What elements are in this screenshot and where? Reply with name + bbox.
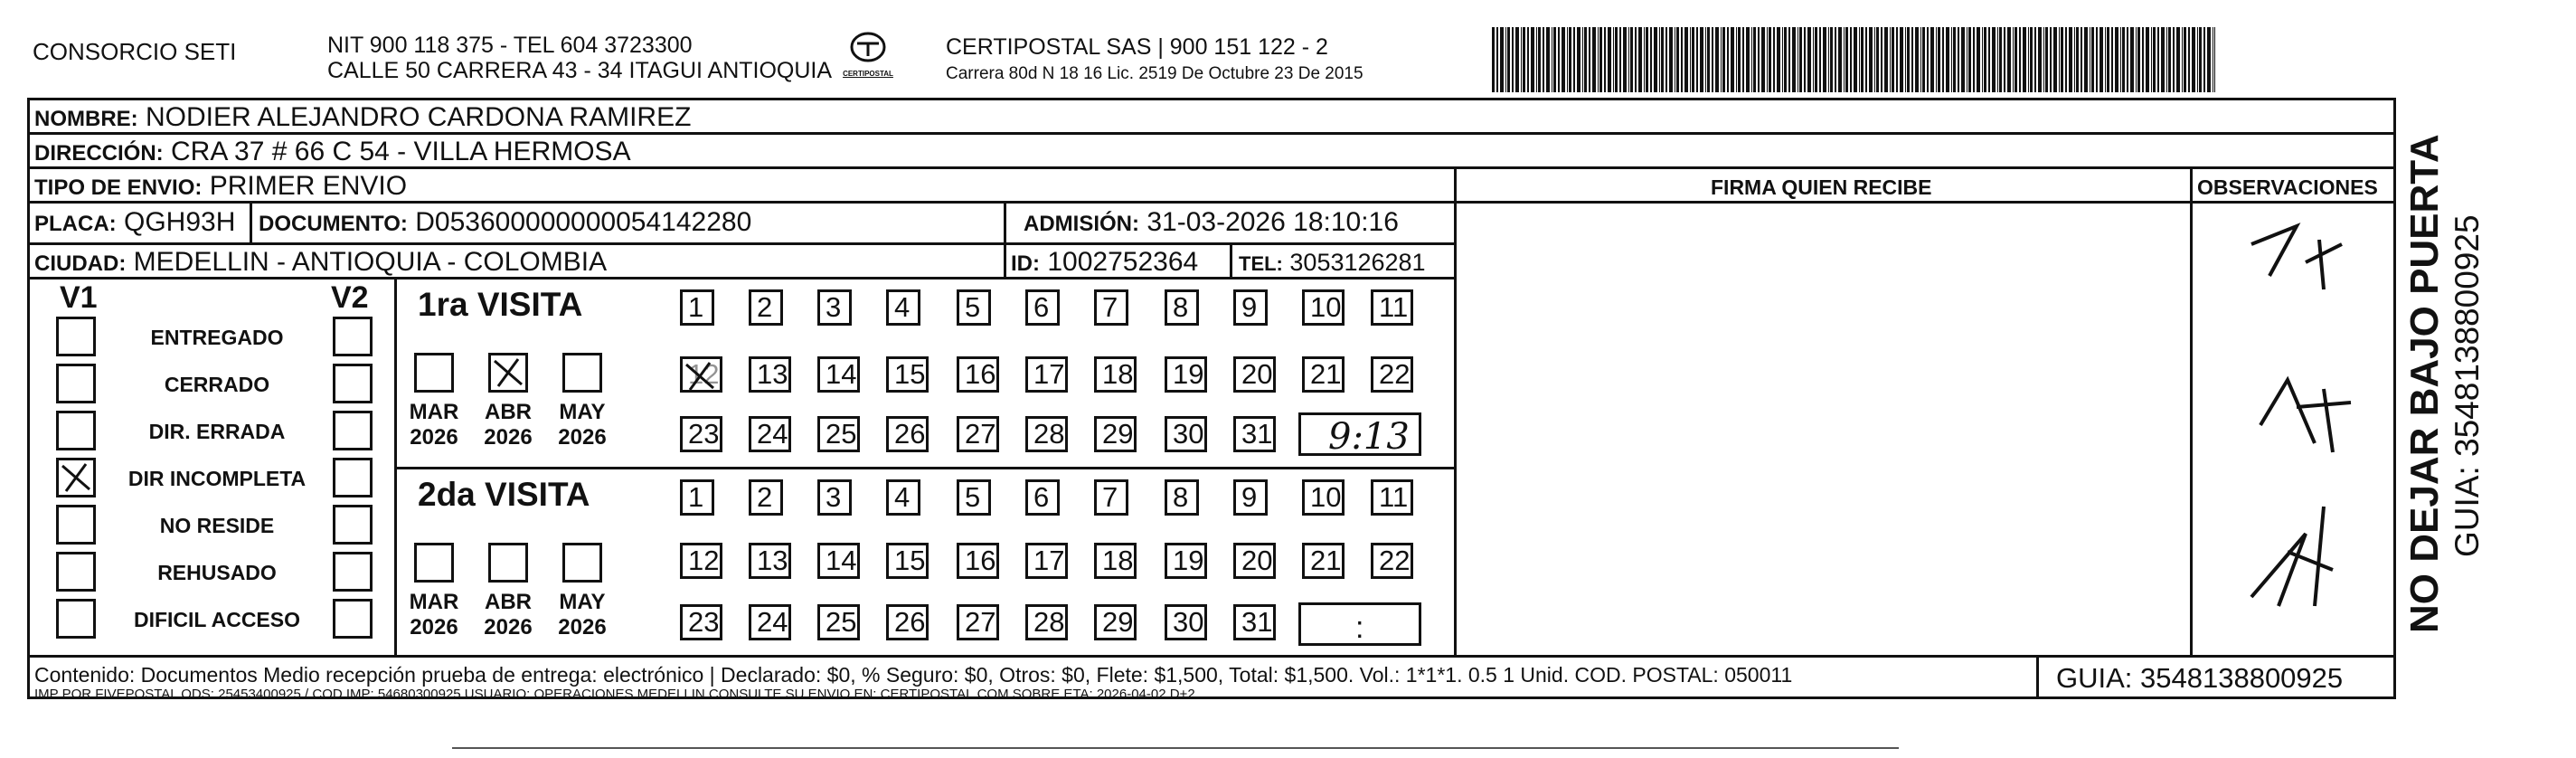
day-checkbox[interactable] xyxy=(886,416,929,452)
day-number: 11 xyxy=(1379,291,1409,323)
day-number: 14 xyxy=(826,545,857,576)
license-line: Carrera 80d N 18 16 Lic. 2519 De Octubre 23 De 2015 xyxy=(946,64,1363,83)
day-checkbox[interactable] xyxy=(1165,479,1199,516)
day-checkbox[interactable] xyxy=(749,416,791,452)
month-checkbox[interactable] xyxy=(488,353,528,393)
frame-top xyxy=(27,98,2396,100)
day-number: 23 xyxy=(688,418,720,450)
month-name: MAY xyxy=(559,590,606,614)
day-number: 5 xyxy=(965,481,981,513)
logo-text: CERTIPOSTAL xyxy=(843,70,893,78)
courier-line: CERTIPOSTAL SAS | 900 151 122 - 2 xyxy=(946,34,1328,60)
day-number: 19 xyxy=(1173,358,1204,390)
day-checkbox[interactable] xyxy=(1165,543,1207,579)
day-checkbox[interactable] xyxy=(1094,604,1137,640)
status-label: DIR. ERRADA xyxy=(148,420,286,443)
day-number: 21 xyxy=(1310,358,1342,390)
documento-value: D053600000000054142280 xyxy=(415,207,752,237)
day-checkbox[interactable] xyxy=(817,289,852,326)
day-checkbox[interactable] xyxy=(1025,604,1068,640)
status-label: DIFICIL ACCESO xyxy=(133,608,300,631)
day-number: 19 xyxy=(1173,545,1204,576)
month-label xyxy=(555,590,609,640)
admision-label: ADMISIÓN: xyxy=(1024,212,1139,236)
day-number: 27 xyxy=(965,606,996,638)
day-checkbox[interactable] xyxy=(1371,356,1413,393)
footer-imp-line: IMP POR FIVEPOSTAL ODS: 25453400925 / COD.IMP: 54680300925 USUARIO: OPERACIONES MEDELLIN CONSULTE SU ENVIO EN: CERTIPOSTAL.COM SOBRE ETA: 2026-04-02 D+2 xyxy=(34,687,1195,702)
day-checkbox[interactable] xyxy=(680,416,722,452)
day-number: 8 xyxy=(1173,291,1189,323)
day-number: 31 xyxy=(1241,418,1273,450)
day-checkbox[interactable] xyxy=(817,604,860,640)
day-checkbox[interactable] xyxy=(817,543,860,579)
month-name: MAR xyxy=(409,590,459,614)
day-number: 6 xyxy=(1033,291,1050,323)
tipo-envio-row xyxy=(34,173,407,200)
day-number: 29 xyxy=(1102,418,1134,450)
day-checkbox[interactable] xyxy=(817,416,860,452)
day-number: 9 xyxy=(1241,481,1258,513)
frame-right xyxy=(2393,98,2396,698)
observaciones-header: OBSERVACIONES xyxy=(2197,175,2378,199)
id-label: ID: xyxy=(1011,251,1040,276)
day-checkbox[interactable] xyxy=(886,289,920,326)
day-number: 8 xyxy=(1173,481,1189,513)
day-number: 22 xyxy=(1379,545,1411,576)
month-label xyxy=(407,400,461,450)
day-checkbox[interactable] xyxy=(957,356,999,393)
day-number: 1 xyxy=(688,291,704,323)
first-visit-time: 9:13 xyxy=(1328,416,1410,458)
ciudad-value: MEDELLIN - ANTIOQUIA - COLOMBIA xyxy=(133,247,608,277)
day-number: 13 xyxy=(757,545,788,576)
month-label xyxy=(481,400,535,450)
day-checkbox[interactable] xyxy=(1165,604,1207,640)
nit-line: NIT 900 118 375 - TEL 604 3723300 xyxy=(327,33,693,58)
day-number: 14 xyxy=(826,358,857,390)
footer-content-line: Contenido: Documentos Medio recepción prueba de entrega: electrónico | Declarado: $0, % Seguro: $0, Otros: $0, Flete: $1,500, Total: $1,500. Vol.: 1*1*1. 0.5 1 Unid. COD. POSTAL: 050011 xyxy=(34,663,1793,687)
day-number: 4 xyxy=(894,291,911,323)
footer-guia: GUIA: 3548138800925 xyxy=(2056,662,2344,694)
admision-cell xyxy=(1024,209,1399,236)
day-checkbox[interactable] xyxy=(1302,289,1345,326)
day-number: 7 xyxy=(1102,481,1118,513)
day-checkbox[interactable] xyxy=(1025,479,1060,516)
day-number: 2 xyxy=(757,291,773,323)
day-checkbox[interactable] xyxy=(680,289,714,326)
direccion-value: CRA 37 # 66 C 54 - VILLA HERMOSA xyxy=(171,137,631,166)
day-checkbox[interactable] xyxy=(749,356,791,393)
day-number: 9 xyxy=(1241,291,1258,323)
day-checkbox[interactable] xyxy=(957,416,999,452)
day-checkbox[interactable] xyxy=(1094,289,1128,326)
day-checkbox[interactable] xyxy=(957,543,999,579)
placa-value: QGH93H xyxy=(124,207,236,237)
day-number: 29 xyxy=(1102,606,1134,638)
day-number: 3 xyxy=(826,291,842,323)
month-name: MAR xyxy=(409,400,459,424)
day-number: 20 xyxy=(1241,545,1273,576)
day-checkbox[interactable] xyxy=(1371,543,1413,579)
month-label xyxy=(481,590,535,640)
day-checkbox[interactable] xyxy=(680,543,722,579)
status-label: DIR INCOMPLETA xyxy=(127,467,307,490)
day-number: 15 xyxy=(894,545,926,576)
day-checkbox[interactable] xyxy=(749,543,791,579)
day-checkbox[interactable] xyxy=(1165,289,1199,326)
day-number: 28 xyxy=(1033,418,1065,450)
second-visit-time-box[interactable] xyxy=(1298,602,1421,646)
month-name: ABR xyxy=(485,590,532,614)
day-number: 31 xyxy=(1241,606,1273,638)
side-warning: NO DEJAR BAJO PUERTA xyxy=(2402,134,2447,633)
day-checkbox[interactable] xyxy=(1233,479,1268,516)
day-number: 26 xyxy=(894,418,926,450)
day-number: 22 xyxy=(1379,358,1411,390)
direccion-row xyxy=(34,138,631,166)
day-checkbox[interactable] xyxy=(886,543,929,579)
day-number: 17 xyxy=(1033,545,1065,576)
v2-header: V2 xyxy=(331,280,369,315)
day-checkbox[interactable] xyxy=(1025,416,1068,452)
day-number: 30 xyxy=(1173,418,1204,450)
day-checkbox[interactable] xyxy=(680,479,714,516)
day-number: 12 xyxy=(688,358,720,390)
day-checkbox[interactable] xyxy=(1165,356,1207,393)
day-number: 18 xyxy=(1102,545,1134,576)
day-checkbox[interactable] xyxy=(1165,416,1207,452)
day-number: 12 xyxy=(688,545,720,576)
month-checkbox[interactable] xyxy=(414,543,454,583)
month-name: MAY xyxy=(559,400,606,424)
frame-left xyxy=(27,98,30,698)
second-visit-title: 2da VISITA xyxy=(418,476,590,513)
day-checkbox[interactable] xyxy=(749,289,783,326)
status-label: CERRADO xyxy=(164,373,270,396)
day-number: 4 xyxy=(894,481,911,513)
day-checkbox[interactable] xyxy=(1025,356,1068,393)
status-label: NO RESIDE xyxy=(159,514,275,537)
day-number: 10 xyxy=(1310,481,1342,513)
day-number: 3 xyxy=(826,481,842,513)
day-checkbox[interactable] xyxy=(1025,289,1060,326)
day-checkbox[interactable] xyxy=(817,356,860,393)
day-number: 21 xyxy=(1310,545,1342,576)
v1-header: V1 xyxy=(60,280,98,315)
ciudad-label: CIUDAD: xyxy=(34,251,127,276)
month-checkbox[interactable] xyxy=(414,353,454,393)
day-checkbox[interactable] xyxy=(1371,289,1413,326)
tipo-envio-label: TIPO DE ENVIO: xyxy=(34,175,203,200)
placa-label: PLACA: xyxy=(34,212,117,236)
day-number: 10 xyxy=(1310,291,1342,323)
firma-header: FIRMA QUIEN RECIBE xyxy=(1711,175,1932,199)
month-year: 2026 xyxy=(484,424,533,450)
day-checkbox[interactable] xyxy=(1302,543,1345,579)
day-number: 24 xyxy=(757,418,788,450)
month-checkbox[interactable] xyxy=(562,543,602,583)
day-checkbox[interactable] xyxy=(1233,604,1276,640)
day-checkbox[interactable] xyxy=(1094,356,1137,393)
day-number: 25 xyxy=(826,606,857,638)
day-checkbox[interactable] xyxy=(886,479,920,516)
day-number: 25 xyxy=(826,418,857,450)
day-checkbox[interactable] xyxy=(680,604,722,640)
day-number: 16 xyxy=(965,358,996,390)
day-number: 17 xyxy=(1033,358,1065,390)
tel-cell xyxy=(1239,251,1426,275)
direccion-label: DIRECCIÓN: xyxy=(34,141,164,166)
month-year: 2026 xyxy=(410,614,458,640)
address-line: CALLE 50 CARRERA 43 - 34 ITAGUI ANTIOQUIA xyxy=(327,58,833,83)
tipo-envio-value: PRIMER ENVIO xyxy=(209,171,408,201)
day-checkbox[interactable] xyxy=(1233,356,1276,393)
tel-label: TEL: xyxy=(1239,252,1283,275)
second-visit-time-sep: : xyxy=(1355,611,1364,645)
month-name: ABR xyxy=(485,400,532,424)
placa-cell xyxy=(34,209,235,236)
day-number: 1 xyxy=(688,481,704,513)
day-checkbox[interactable] xyxy=(957,604,999,640)
day-checkbox[interactable] xyxy=(1094,543,1137,579)
id-value: 1002752364 xyxy=(1047,247,1199,277)
day-checkbox[interactable] xyxy=(886,356,929,393)
day-number: 16 xyxy=(965,545,996,576)
day-checkbox[interactable] xyxy=(957,289,991,326)
first-visit-title: 1ra VISITA xyxy=(418,286,583,323)
day-number: 30 xyxy=(1173,606,1204,638)
day-number: 20 xyxy=(1241,358,1273,390)
ciudad-cell xyxy=(34,249,607,276)
month-label xyxy=(407,590,461,640)
day-number: 23 xyxy=(688,606,720,638)
certipostal-logo xyxy=(832,29,904,92)
day-number: 26 xyxy=(894,606,926,638)
day-checkbox[interactable] xyxy=(680,356,722,393)
day-number: 15 xyxy=(894,358,926,390)
day-checkbox[interactable] xyxy=(817,479,852,516)
day-checkbox[interactable] xyxy=(1302,356,1345,393)
day-checkbox[interactable] xyxy=(749,604,791,640)
nombre-row xyxy=(34,104,691,131)
day-number: 28 xyxy=(1033,606,1065,638)
day-checkbox[interactable] xyxy=(1094,416,1137,452)
nombre-value: NODIER ALEJANDRO CARDONA RAMIREZ xyxy=(146,102,692,132)
documento-cell xyxy=(259,209,751,236)
month-checkbox[interactable] xyxy=(562,353,602,393)
documento-label: DOCUMENTO: xyxy=(259,212,408,236)
day-number: 2 xyxy=(757,481,773,513)
day-number: 27 xyxy=(965,418,996,450)
day-checkbox[interactable] xyxy=(1094,479,1128,516)
nombre-label: NOMBRE: xyxy=(34,107,138,131)
day-checkbox[interactable] xyxy=(957,479,991,516)
day-number: 13 xyxy=(757,358,788,390)
month-year: 2026 xyxy=(558,614,607,640)
observaciones-handwriting xyxy=(2197,208,2387,651)
side-guia: GUIA: 3548138800925 xyxy=(2449,214,2486,557)
month-year: 2026 xyxy=(558,424,607,450)
day-checkbox[interactable] xyxy=(1302,479,1345,516)
status-label: REHUSADO xyxy=(157,561,277,584)
day-number: 5 xyxy=(965,291,981,323)
day-number: 6 xyxy=(1033,481,1050,513)
status-label: ENTREGADO xyxy=(150,326,284,349)
day-checkbox[interactable] xyxy=(1233,543,1276,579)
barcode xyxy=(1492,27,2215,92)
day-checkbox[interactable] xyxy=(1233,416,1276,452)
tel-value: 3053126281 xyxy=(1289,249,1426,276)
first-visit-time-box[interactable] xyxy=(1298,412,1421,456)
day-number: 7 xyxy=(1102,291,1118,323)
month-checkbox[interactable] xyxy=(488,543,528,583)
certipostal-logo-icon xyxy=(848,29,888,65)
month-year: 2026 xyxy=(410,424,458,450)
day-checkbox[interactable] xyxy=(1371,479,1413,516)
day-checkbox[interactable] xyxy=(1025,543,1068,579)
month-label xyxy=(555,400,609,450)
day-checkbox[interactable] xyxy=(1233,289,1268,326)
admision-value: 31-03-2026 18:10:16 xyxy=(1146,207,1399,237)
day-checkbox[interactable] xyxy=(749,479,783,516)
company-name: CONSORCIO SETI xyxy=(33,38,237,65)
day-number: 18 xyxy=(1102,358,1134,390)
day-number: 24 xyxy=(757,606,788,638)
month-year: 2026 xyxy=(484,614,533,640)
day-number: 11 xyxy=(1379,481,1409,513)
day-checkbox[interactable] xyxy=(886,604,929,640)
id-cell xyxy=(1011,249,1198,276)
